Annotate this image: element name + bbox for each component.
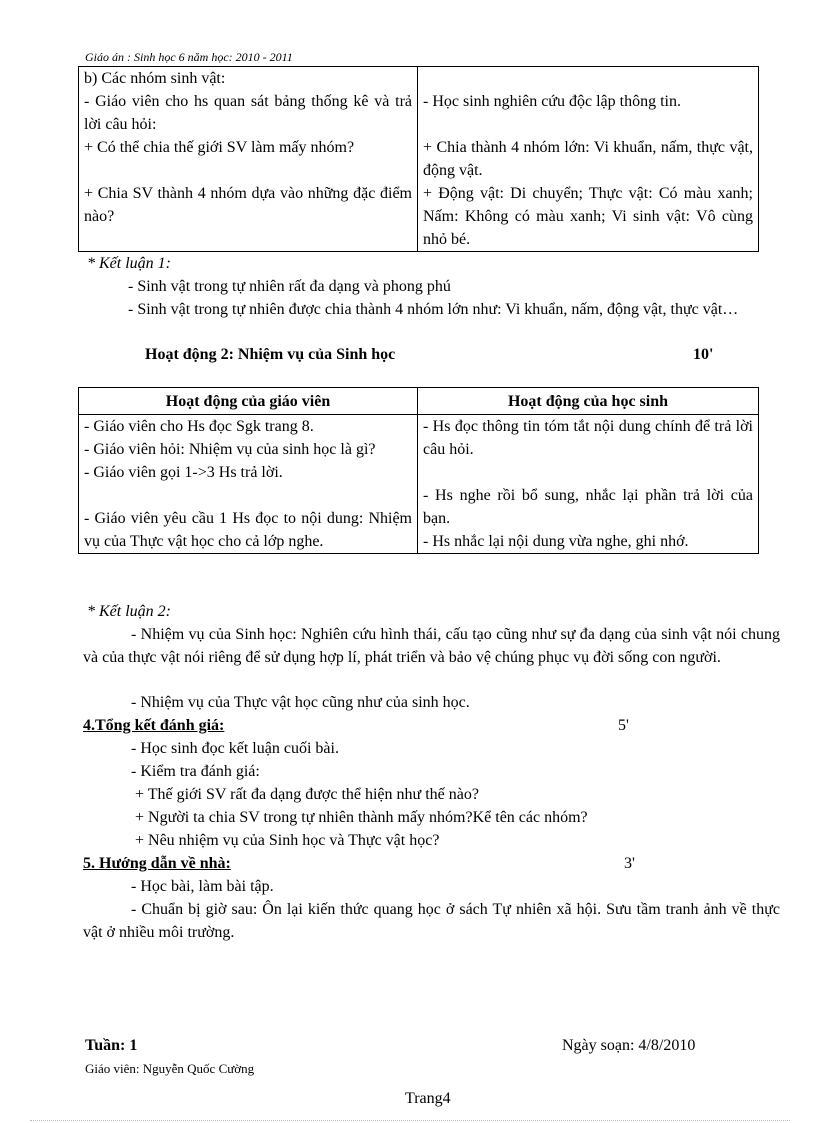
page-number: Trang4 — [405, 1090, 451, 1107]
column-header: Hoạt động của giáo viên — [79, 388, 418, 415]
conclusion-2-line: - Nhiệm vụ của Sinh học: Nghiên cứu hình thái, cấu tạo cũng như sự đa dạng của sinh vật nói chung và của thực vật nói riêng để sử dụng hợp lí, phát triển và bảo vệ chúng phục vụ đời sống con người. — [83, 626, 780, 666]
teacher-cell — [79, 67, 418, 252]
section-5-time: 3' — [624, 855, 635, 872]
activity-2-time: 10' — [693, 346, 714, 363]
prepared-date: Ngày soạn: 4/8/2010 — [562, 1037, 696, 1054]
week-label: Tuần: 1 — [85, 1037, 138, 1054]
table-line: - Học sinh nghiên cứu độc lập thông tin. — [423, 93, 681, 110]
section-5-line: - Học bài, làm bài tập. — [131, 878, 274, 895]
table-line: - Hs đọc thông tin tóm tắt nội dung chính để trả lời câu hỏi. — [423, 418, 753, 458]
teacher-name: Giáo viên: Nguyễn Quốc Cường — [85, 1061, 255, 1076]
conclusion-1-title: * Kết luận 1: — [87, 255, 171, 272]
table-line: + Chia SV thành 4 nhóm dựa vào những đặc điểm nào? — [84, 185, 412, 225]
table-line: - Hs nhắc lại nội dung vừa nghe, ghi nhớ. — [423, 533, 689, 550]
table-line: + Có thể chia thế giới SV làm mấy nhóm? — [84, 139, 355, 156]
section-5-title: 5. Hướng dẫn về nhà: — [83, 855, 231, 872]
conclusion-1-line: - Sinh vật trong tự nhiên được chia thành 4 nhóm lớn như: Vi khuẩn, nấm, động vật, thực vật… — [128, 301, 739, 318]
student-cell — [418, 67, 759, 252]
section-5-line: - Chuẩn bị giờ sau: Ôn lại kiến thức quang học ở sách Tự nhiên xã hội. Sưu tầm tranh ảnh về thực vật ở nhiều môi trường. — [83, 901, 780, 941]
table-line: - Giáo viên gọi 1->3 Hs trả lời. — [84, 464, 283, 481]
groups-table — [78, 66, 759, 252]
document-header: Giáo án : Sinh học 6 năm học: 2010 - 2011 — [85, 50, 293, 64]
table-line: + Động vật: Di chuyển; Thực vật: Có màu xanh; Nấm: Không có màu xanh; Vi sinh vật: Vô cùng nhỏ bé. — [423, 185, 753, 248]
table-line: - Hs nghe rồi bổ sung, nhắc lại phần trả lời của bạn. — [423, 487, 753, 527]
table-line: + Chia thành 4 nhóm lớn: Vi khuẩn, nấm, thực vật, động vật. — [423, 139, 753, 179]
table-line: - Giáo viên yêu cầu 1 Hs đọc to nội dung: Nhiệm vụ của Thực vật học cho cả lớp nghe. — [84, 510, 412, 550]
section-4-title: 4.Tổng kết đánh giá: — [83, 717, 225, 734]
activity-2-title: Hoạt động 2: Nhiệm vụ của Sinh học — [145, 346, 396, 363]
section-4-time: 5' — [618, 717, 629, 734]
section-4-line: + Nêu nhiệm vụ của Sinh học và Thực vật học? — [135, 832, 440, 849]
section-4-line: - Học sinh đọc kết luận cuối bài. — [131, 740, 339, 757]
tasks-table — [78, 387, 759, 554]
conclusion-2-line: - Nhiệm vụ của Thực vật học cũng như của sinh học. — [131, 694, 470, 711]
table-header-row — [79, 388, 759, 415]
table-line: b) Các nhóm sinh vật: — [84, 70, 226, 87]
teacher-cell — [79, 415, 418, 554]
footer-divider — [30, 1120, 790, 1121]
section-4-line: - Kiểm tra đánh giá: — [131, 763, 260, 780]
table-row — [79, 67, 759, 252]
table-line: - Giáo viên hỏi: Nhiệm vụ của sinh học là gì? — [84, 441, 376, 458]
section-4-line: + Người ta chia SV trong tự nhiên thành mấy nhóm?Kể tên các nhóm? — [135, 809, 588, 826]
table-line: - Giáo viên cho Hs đọc Sgk trang 8. — [84, 418, 314, 435]
conclusion-2-title: * Kết luận 2: — [87, 603, 171, 620]
column-header: Hoạt động của học sinh — [418, 388, 759, 415]
table-line: - Giáo viên cho hs quan sát bảng thống kê và trả lời câu hỏi: — [84, 93, 412, 133]
table-row — [79, 415, 759, 554]
section-4-line: + Thế giới SV rất đa dạng được thể hiện như thế nào? — [135, 786, 479, 803]
student-cell — [418, 415, 759, 554]
conclusion-1-line: - Sinh vật trong tự nhiên rất đa dạng và phong phú — [128, 278, 451, 295]
